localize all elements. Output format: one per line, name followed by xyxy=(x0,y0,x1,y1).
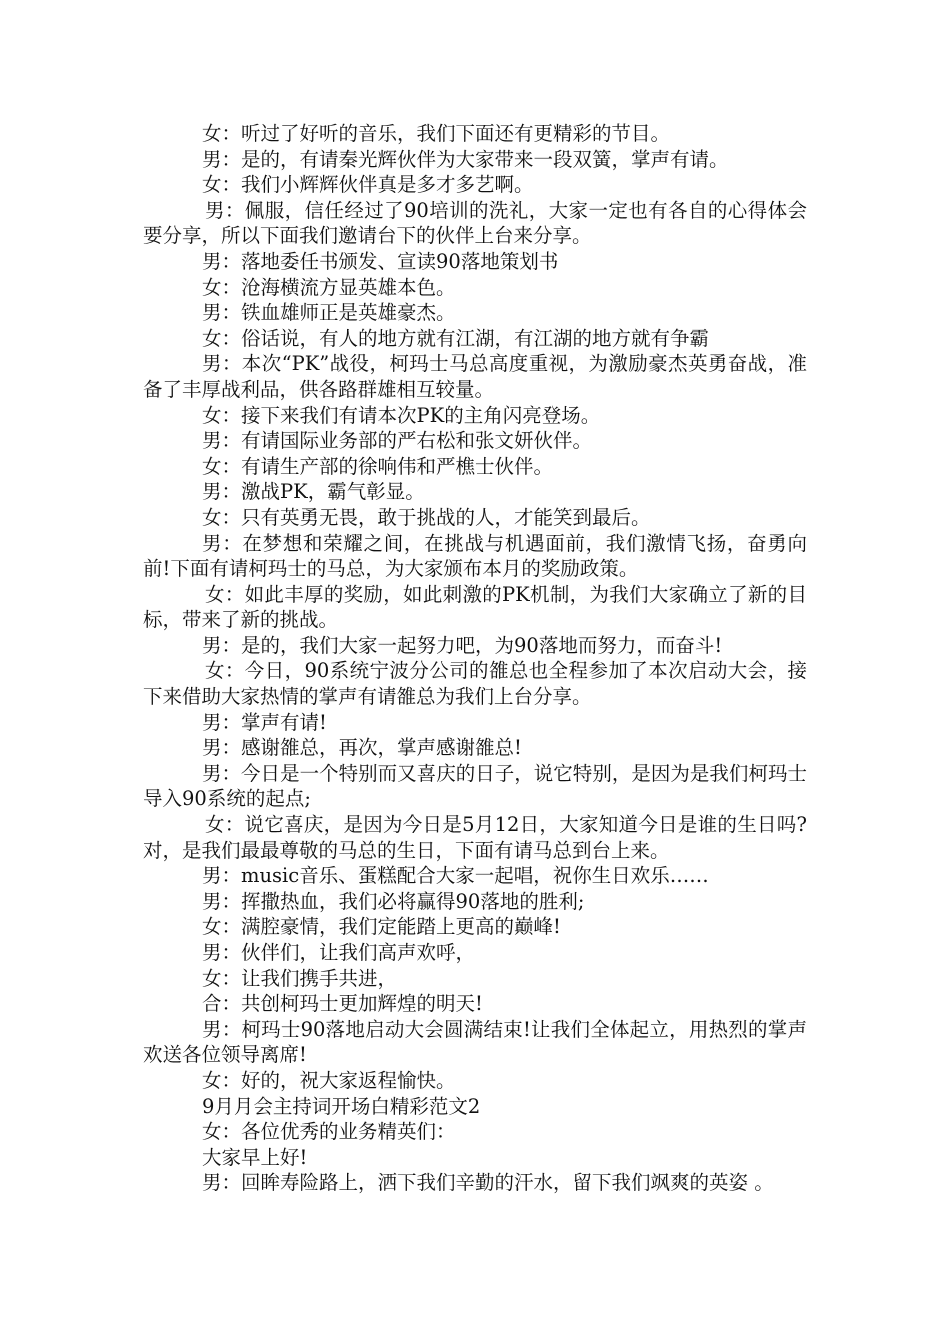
paragraph: 女：今日，90系统宁波分公司的雒总也全程参加了本次启动大会，接下来借助大家热情的掌声有请雒总为我们上台分享。 xyxy=(143,659,807,709)
paragraph: 男：今日是一个特别而又喜庆的日子，说它特别，是因为是我们柯玛士导入90系统的起点; xyxy=(143,761,807,811)
paragraph: 男：挥撒热血，我们必将赢得90落地的胜利; xyxy=(202,889,585,913)
paragraph: 女：听过了好听的音乐，我们下面还有更精彩的节目。 xyxy=(202,122,671,145)
paragraph: 男：感谢雒总，再次，掌声感谢雒总! xyxy=(202,736,522,760)
paragraph: 女：让我们携手共进， xyxy=(202,966,398,990)
paragraph: 男：佩服，信任经过了90培训的洗礼，大家一定也有各自的心得体会要分享，所以下面我们邀请台下的伙伴上台来分享。 xyxy=(143,198,807,248)
paragraph: 男：是的，我们大家一起努力吧，为90落地而努力，而奋斗! xyxy=(202,633,723,657)
paragraph: 男：柯玛士90落地启动大会圆满结束!让我们全体起立，用热烈的掌声欢送各位领导离席! xyxy=(143,1017,807,1067)
paragraph: 男：是的，有请秦光辉伙伴为大家带来一段双簧，掌声有请。 xyxy=(202,147,729,171)
paragraph: 女：满腔豪情，我们定能踏上更高的巅峰! xyxy=(202,915,561,939)
paragraph: 男：有请国际业务部的严右松和张文妍伙伴。 xyxy=(202,429,593,453)
paragraph: 女：接下来我们有请本次PK的主角闪亮登场。 xyxy=(202,403,601,427)
section-heading: 9月月会主持词开场白精彩范文2 xyxy=(202,1094,481,1118)
paragraph: 女：好的，祝大家返程愉快。 xyxy=(202,1068,456,1092)
paragraph: 女：各位优秀的业务精英们： xyxy=(202,1120,456,1144)
paragraph: 男：本次“PK”战役，柯玛士马总高度重视，为激励豪杰英勇奋战，准备了丰厚战利品，供各路群雄相互较量。 xyxy=(143,352,807,401)
paragraph: 女：沧海横流方显英雄本色。 xyxy=(202,275,456,299)
paragraph: 女：我们小辉辉伙伴真是多才多艺啊。 xyxy=(202,173,534,197)
paragraph: 男：激战PK，霸气彰显。 xyxy=(202,480,425,504)
paragraph: 男：掌声有请! xyxy=(202,710,327,734)
paragraph: 女：俗话说，有人的地方就有江湖，有江湖的地方就有争霸 xyxy=(202,326,710,350)
paragraph: 男：回眸寿险路上，洒下我们辛勤的汗水，留下我们飒爽的英姿 。 xyxy=(202,1171,774,1195)
document-body xyxy=(143,121,807,1196)
paragraph: 女：有请生产部的徐响伟和严樵士伙伴。 xyxy=(202,454,554,478)
paragraph: 男：伙伴们，让我们高声欢呼， xyxy=(202,941,476,964)
paragraph: 男：music音乐、蛋糕配合大家一起唱，祝你生日欢乐…… xyxy=(202,864,709,888)
paragraph: 女：说它喜庆，是因为今日是5月12日，大家知道今日是谁的生日吗?对，是我们最最尊敬的马总的生日，下面有请马总到台上来。 xyxy=(143,813,807,862)
paragraph: 女：只有英勇无畏，敢于挑战的人，才能笑到最后。 xyxy=(202,505,651,529)
paragraph: 男：在梦想和荣耀之间，在挑战与机遇面前，我们激情飞扬，奋勇向前!下面有请柯玛士的马总，为大家颁布本月的奖励政策。 xyxy=(143,531,807,581)
paragraph: 大家早上好! xyxy=(202,1145,308,1169)
paragraph: 男：铁血雄师正是英雄豪杰。 xyxy=(202,301,456,325)
paragraph: 男：落地委任书颁发、宣读90落地策划书 xyxy=(202,249,559,273)
paragraph: 女：如此丰厚的奖励，如此刺激的PK机制，为我们大家确立了新的目标，带来了新的挑战。 xyxy=(143,582,807,632)
paragraph: 合：共创柯玛士更加辉煌的明天! xyxy=(202,992,483,1016)
